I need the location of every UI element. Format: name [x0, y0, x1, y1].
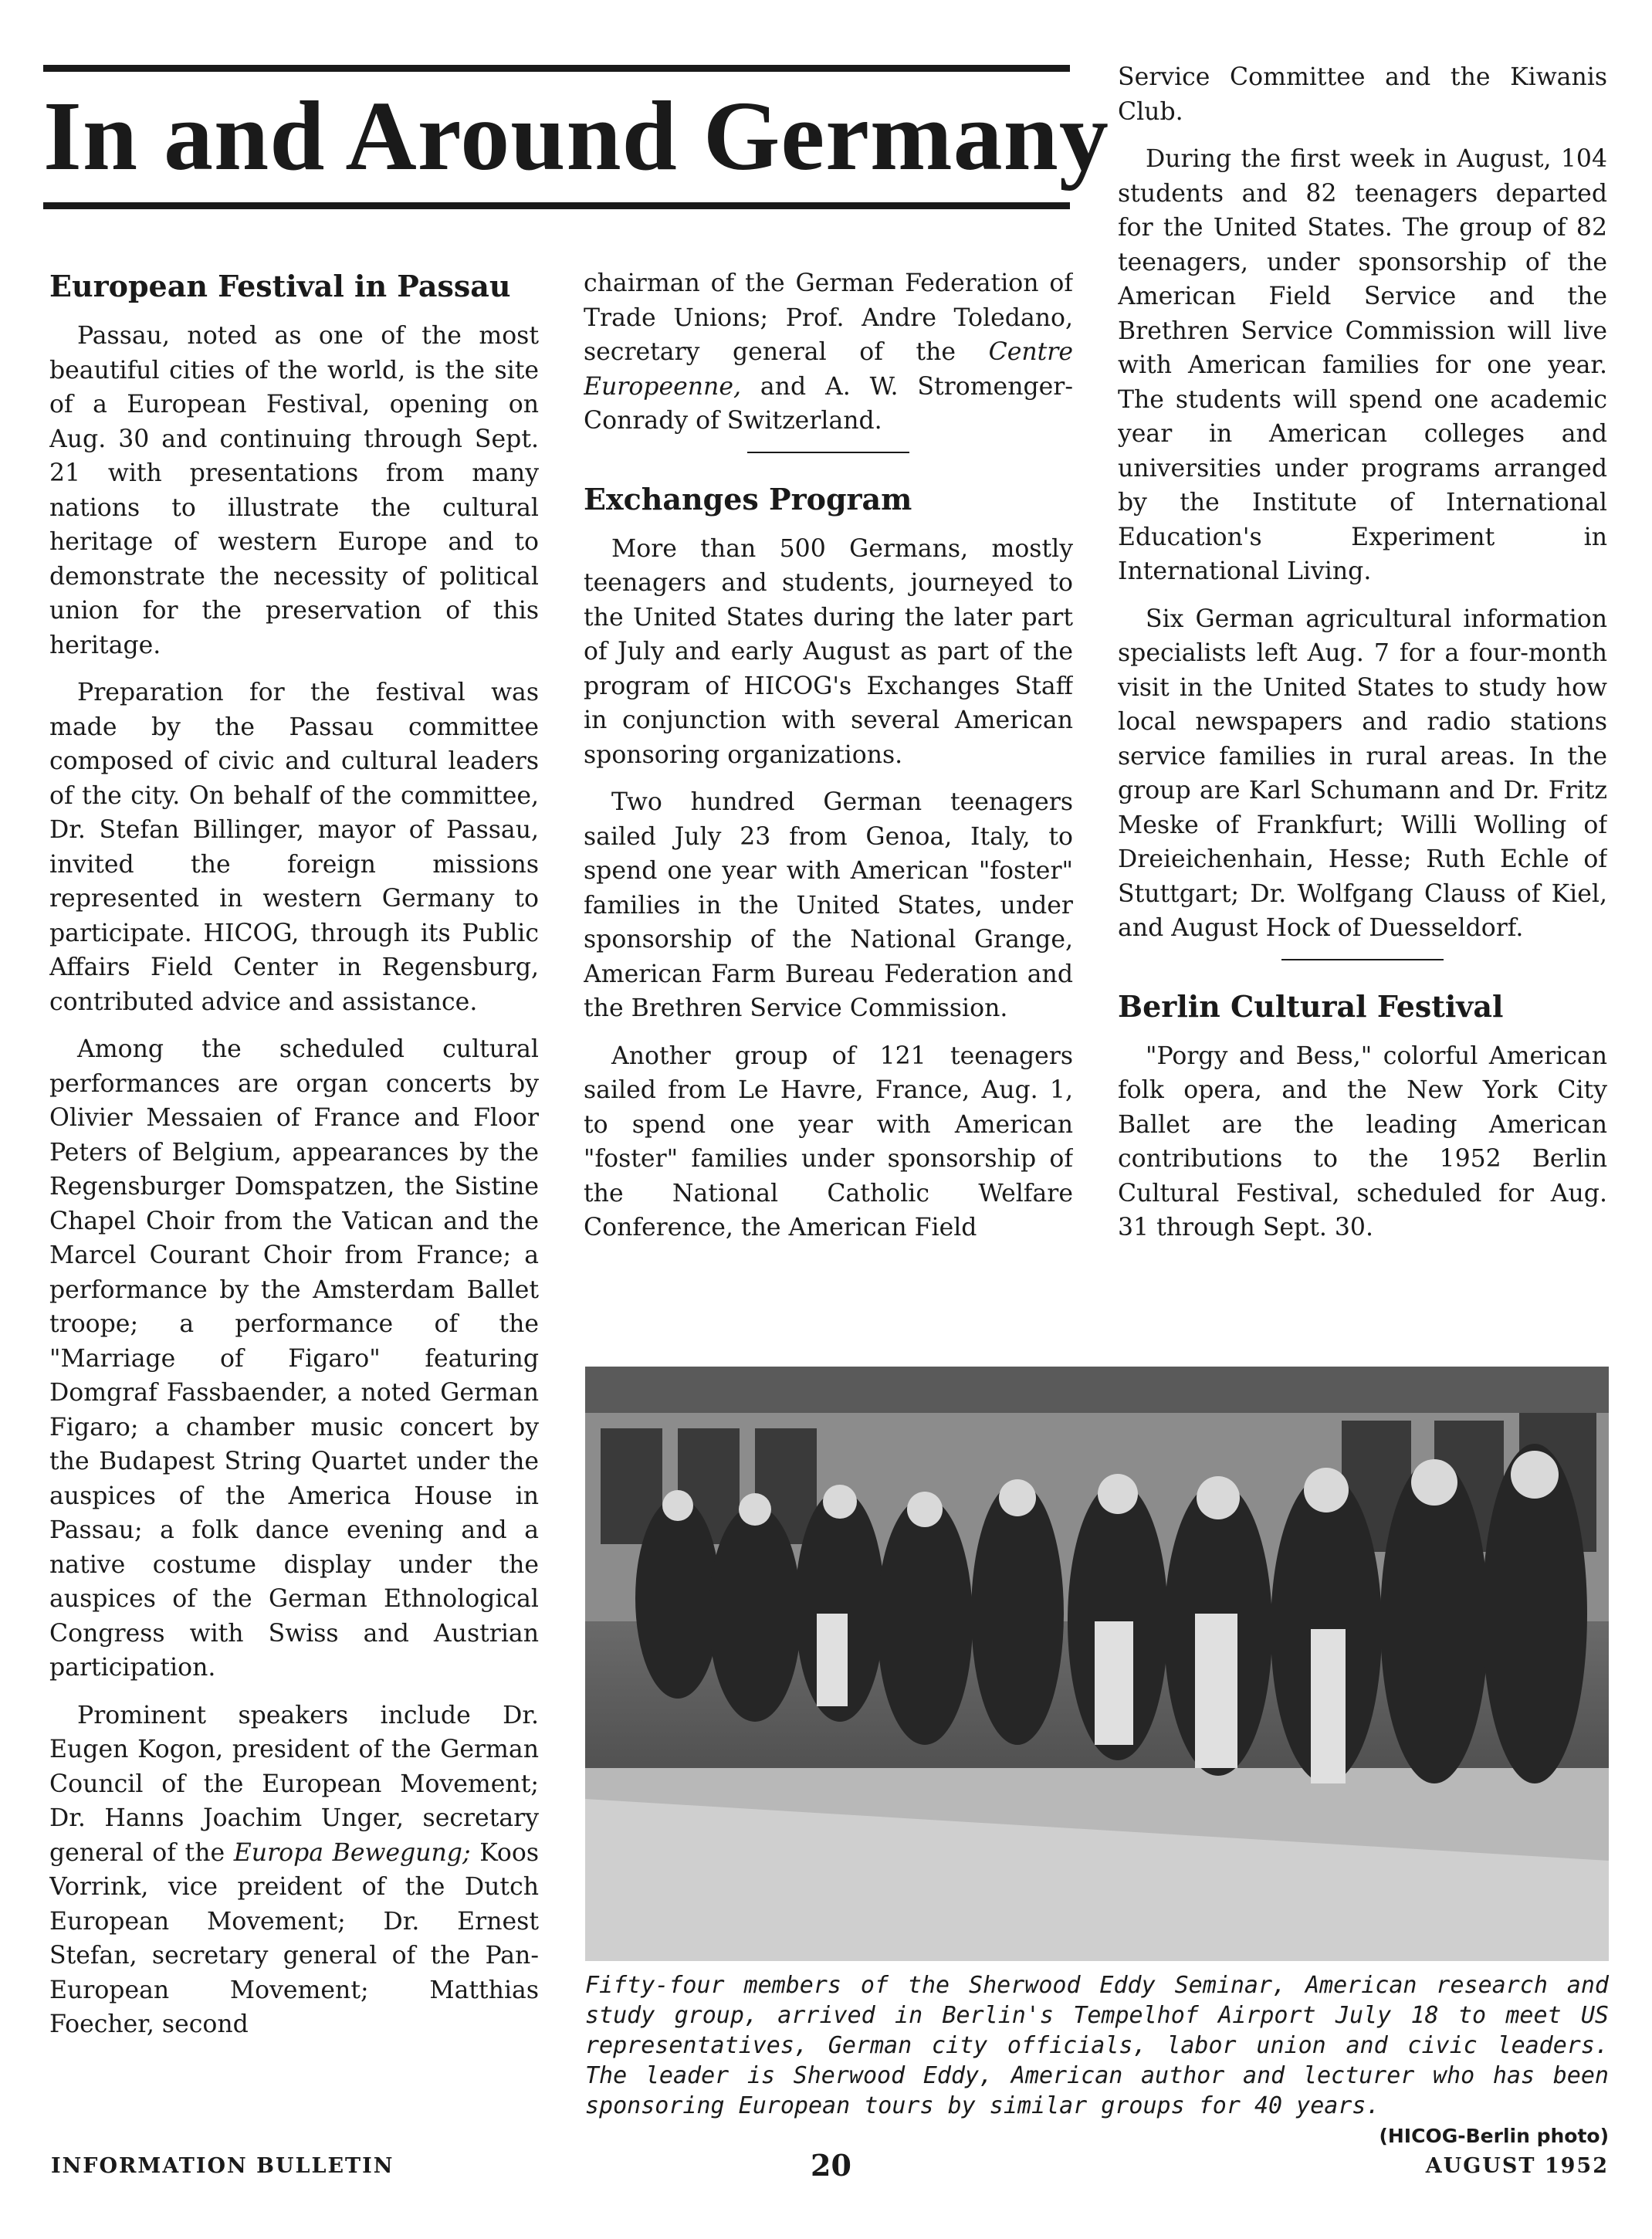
headline-top-rule	[43, 65, 1070, 72]
paragraph: Prominent speakers include Dr. Eugen Kogon, president of the German Council of the European Movement; Dr. Hanns Joachim Unger, secretary general of the Europa Bewegung; Koos Vorrink, vice preident of the Dutch European Movement; Dr. Ernest Stefan, secretary general of the Pan-European Movement; Matthias Foecher, second	[49, 1701, 539, 2038]
photo-credit: (HICOG-Berlin photo)	[1379, 2125, 1609, 2147]
paragraph: chairman of the German Federation of Trade Unions; Prof. Andre Toledano, secretary general of the Centre Europeenne, and A. W. Stromenger-Conrady of Switzerland.	[584, 269, 1073, 435]
section-separator	[1281, 959, 1444, 960]
paragraph: Service Committee and the Kiwanis Club.	[1118, 63, 1607, 126]
section-heading-berlin: Berlin Cultural Festival	[1118, 988, 1504, 1024]
photo-caption: Fifty-four members of the Sherwood Eddy Seminar, American research and study group, arrived in Berlin's Tempelhof Airport July 18 to meet US representatives, German city officials, labor union and civic leaders. The leader is Sherwood Eddy, American author and lecturer who has been sponsoring European tours by similar groups for 40 years. (HICOG-Berlin photo)	[585, 1970, 1609, 2151]
paragraph: During the first week in August, 104 students and 82 teenagers departed for the United States. The group of 82 teenagers, under sponsorship of the American Field Service and the Brethren Service Commission will live with American families for one year. The students will spend one academic year in American colleges and universities under programs arranged by the Institute of International Education's Experiment in International Living.	[1118, 145, 1607, 585]
paragraph: Preparation for the festival was made by the Passau committee composed of civic and cultural leaders of the city. On behalf of the committee, Dr. Stefan Billinger, mayor of Passau, invited the foreign missions represented in western Germany to participate. HICOG, through its Public Affairs Field Center in Regensburg, contributed advice and assistance.	[49, 679, 539, 1016]
group-photo	[585, 1367, 1609, 1961]
paragraph: Among the scheduled cultural performances are organ concerts by Olivier Messaien of France and Floor Peters of Belgium, appearances by the Regensburger Domspatzen, the Sistine Chapel Choir from the Vatican and the Marcel Courant Choir from France; a performance by the Amsterdam Ballet troope; a performance of the "Marriage of Figaro" featuring Domgraf Fassbaender, a noted German Figaro; a chamber music concert by the Budapest String Quartet under the auspices of the America House in Passau; a folk dance evening and a native costume display under the auspices of the German Ethnological Congress with Swiss and Austrian participation.	[49, 1035, 539, 1682]
paragraph: Six German agricultural information specialists left Aug. 7 for a four-month visit in the United States to study how local newspapers and radio stations service families in rural areas. In the group are Karl Schumann and Dr. Fritz Meske of Frankfurt; Willi Wolling of Dreieichenhain, Hesse; Ruth Echle of Stuttgart; Dr. Wolfgang Clauss of Kiel, and August Hock of Duesseldorf.	[1118, 605, 1607, 942]
footer-publication: INFORMATION BULLETIN	[51, 2154, 394, 2178]
footer-date: AUGUST 1952	[1425, 2154, 1609, 2178]
section-heading-passau: European Festival in Passau	[49, 269, 511, 303]
column-3	[1118, 60, 1607, 1342]
paragraph: Passau, noted as one of the most beautiful cities of the world, is the site of a European Festival, opening on Aug. 30 and continuing through Sept. 21 with presentations from many nations to illustrate the cultural heritage of western Europe and to demonstrate the necessity of political union for the preservation of this heritage.	[49, 322, 539, 659]
paragraph: "Porgy and Bess," colorful American folk opera, and the New York City Ballet are the leading American contributions to the 1952 Berlin Cultural Festival, scheduled for Aug. 31 through Sept. 30.	[1118, 1042, 1607, 1241]
section-separator	[747, 452, 909, 453]
headline-bottom-rule	[43, 202, 1070, 209]
column-2	[584, 266, 1073, 1340]
paragraph: Two hundred German teenagers sailed July 23 from Genoa, Italy, to spend one year with American "foster" families in the United States, under sponsorship of the National Grange, American Farm Bureau Federation and the Brethren Service Commission.	[584, 788, 1073, 1022]
page-number: 20	[811, 2148, 851, 2183]
column-1	[49, 266, 539, 2119]
page-title: In and Around Germany	[43, 81, 1109, 191]
paragraph: Another group of 121 teenagers sailed from Le Havre, France, Aug. 1, to spend one year with American "foster" families under sponsorship of the National Catholic Welfare Conference, the American Field	[584, 1042, 1073, 1241]
paragraph: More than 500 Germans, mostly teenagers and students, journeyed to the United States during the later part of July and early August as part of the program of HICOG's Exchanges Staff in conjunction with several American sponsoring organizations.	[584, 534, 1073, 769]
section-heading-exchanges: Exchanges Program	[584, 481, 912, 517]
group-photo-illustration	[585, 1367, 1609, 1961]
